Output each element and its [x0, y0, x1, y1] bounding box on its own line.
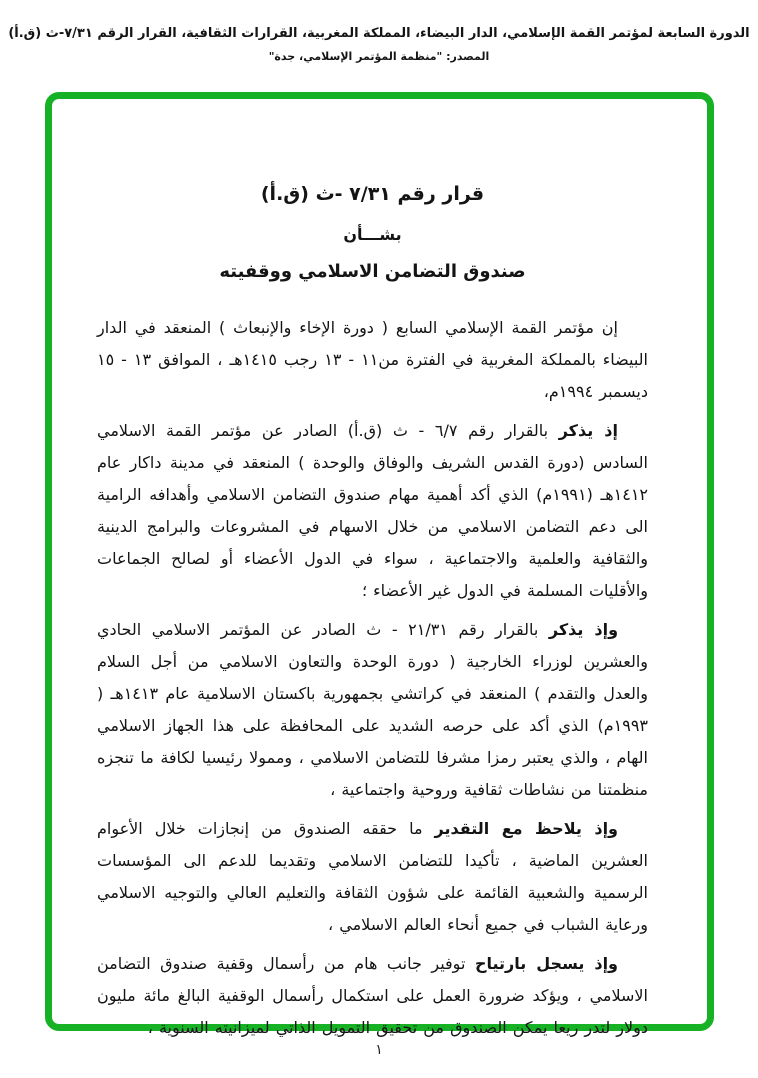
paragraph-preamble: [97, 312, 648, 408]
paragraph-text: ما حققه الصندوق من إنجازات خلال الأعوام العشرين الماضية ، تأكيدا للتضامن الاسلامي وتقديما للدعم الى المؤسسات الرسمية والشعبية القائمة على شؤون الثقافة والتعليم العالي والتوجيه الاسلامي ورعاية الشباب في جميع أنحاء العالم الاسلامي ،: [97, 819, 648, 934]
paragraph-recalling-2: [97, 614, 648, 806]
green-border-frame: [45, 92, 714, 1037]
paragraph-text: إن مؤتمر القمة الإسلامي السابع ( دورة الإخاء والإنبعاث ) المنعقد في الدار البيضاء بالمملكة المغربية في الفترة من١١ - ١٣ رجب ١٤١٥هـ ، الموافق ١٣ - ١٥ ديسمبر ١٩٩٤م،: [97, 318, 649, 401]
document-header: [0, 26, 758, 63]
paragraph-noting: [97, 813, 648, 941]
fund-title: صندوق التضامن الاسلامي ووقفيته: [219, 261, 526, 282]
page-number: ١: [375, 1042, 383, 1058]
paragraph-lead: وإذ يذكر: [548, 620, 619, 639]
paragraph-recalling-1: [97, 415, 648, 607]
paragraph-registering: [97, 948, 648, 1044]
subject-label: بشـــأن: [343, 225, 402, 244]
paragraph-lead: وإذ يسجل بارتياح: [474, 954, 619, 973]
header-source: المصدر: "منظمة المؤتمر الإسلامي، جدة": [268, 50, 490, 63]
paragraph-lead: إذ يذكر: [558, 421, 618, 440]
header-citation: الدورة السابعة لمؤتمر القمة الإسلامي، الدار البيضاء، المملكة المغربية، القرارات الثقافية، القرار الرقم ٧/٣١-ث (ق.أ): [8, 26, 750, 41]
resolution-number-title: قرار رقم ٧/٣١ -ث (ق.أ): [260, 183, 485, 205]
paragraph-text: بالقرار رقم ٦/٧ - ث (ق.أ) الصادر عن مؤتمر القمة الاسلامي السادس (دورة القدس الشريف والوفاق والوحدة ) المنعقد في مدينة داكار عام ١٤١٢هـ (١٩٩١م) الذي أكد أهمية مهام صندوق التضامن الاسلامي وأهدافه الرامية الى دعم التضامن الاسلامي من خلال الاسهام في المشروعات والبرامج الدينية والثقافية والعلمية والاجتماعية ، سواء في الدول الأعضاء أو لصالح الجماعات والأقليات المسلمة في الدول غير الأعضاء ؛: [97, 421, 648, 600]
paragraph-text: بالقرار رقم ٢١/٣١ - ث الصادر عن المؤتمر الاسلامي الحادي والعشرين لوزراء الخارجية ( دورة الوحدة والتعاون الاسلامي من أجل السلام والعدل والتقدم ) المنعقد في كراتشي بجمهورية باكستان الاسلامية عام ١٤١٣هـ ( ١٩٩٣م) الذي أكد على حرصه الشديد على المحافظة على هذا الجهاز الاسلامي الهام ، والذي يعتبر رمزا مشرفا للتضامن الاسلامي ، وممولا رئيسيا لكافة ما تنجزه منظمتنا من نشاطات ثقافية وروحية واجتماعية ،: [97, 620, 649, 799]
paragraph-lead: وإذ يلاحظ مع التقدير: [434, 819, 618, 838]
paragraph-text: توفير جانب هام من رأسمال وقفية صندوق التضامن الاسلامي ، ويؤكد ضرورة العمل على استكمال رأسمال الوقفية البالغ مائة مليون دولار لتدر ريعا يمكن الصندوق من تحقيق التمويل الذاتي لميزانيته السنوية ،: [97, 954, 648, 1037]
title-block: [97, 183, 648, 282]
resolution-body: [97, 183, 648, 1051]
